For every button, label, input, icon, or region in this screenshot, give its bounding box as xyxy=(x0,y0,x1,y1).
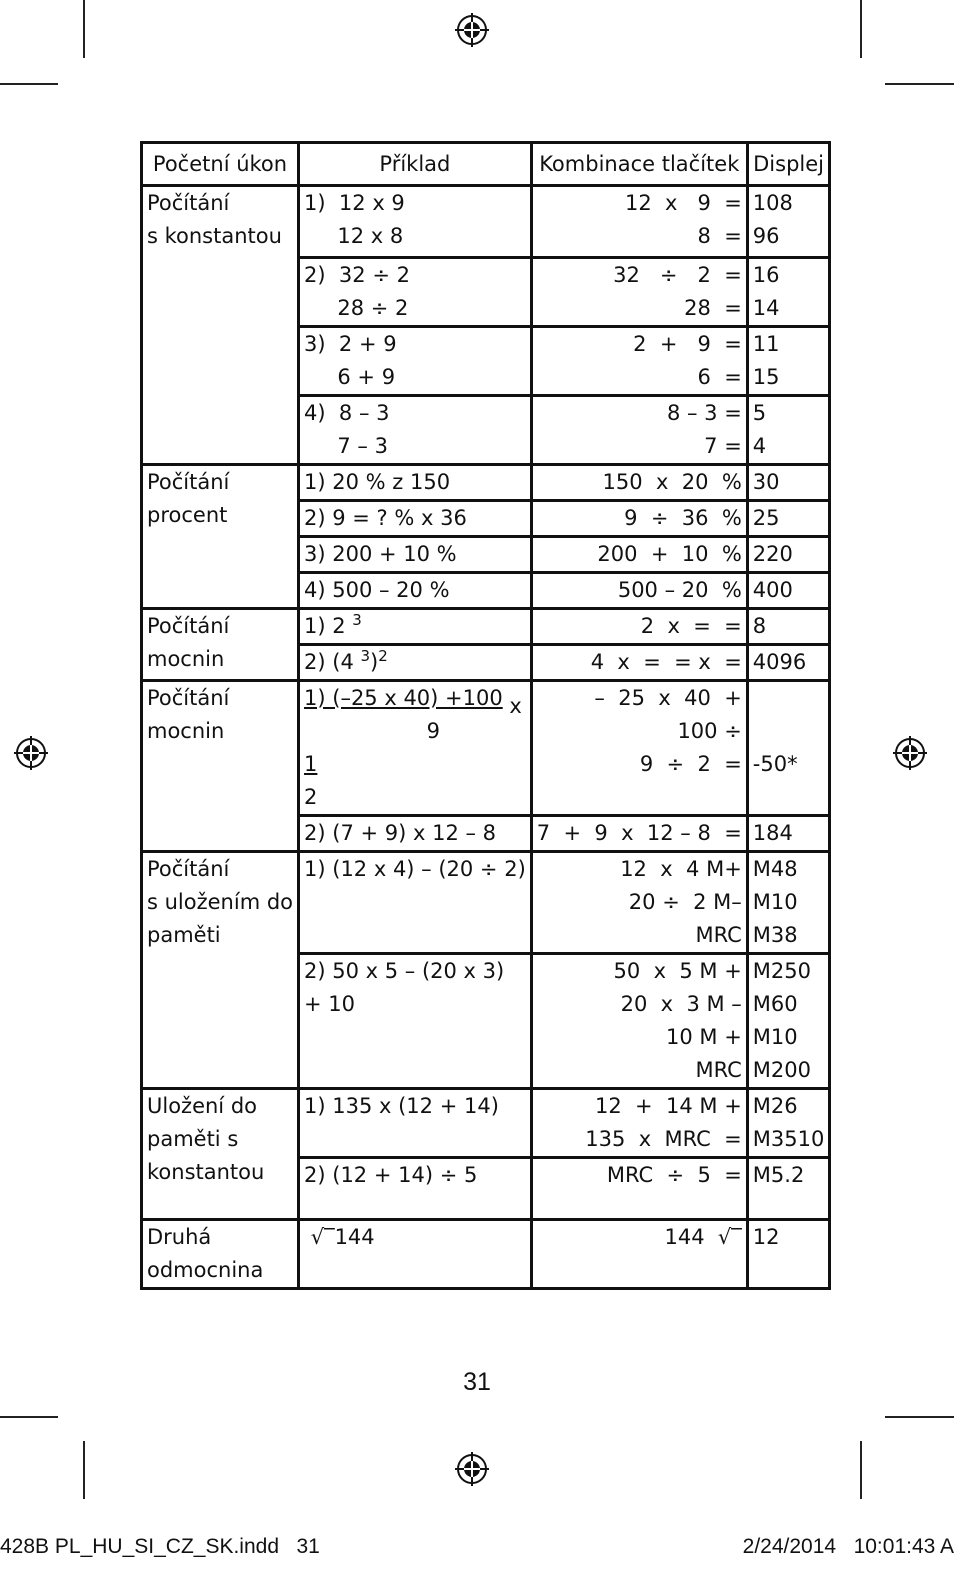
display-cell xyxy=(747,954,830,1089)
operation-label: Počítání xyxy=(147,614,230,638)
crop-mark xyxy=(83,0,85,58)
example-cell xyxy=(299,258,532,327)
example-line: + 10 xyxy=(304,992,356,1016)
display-value: 4 xyxy=(752,434,767,458)
example-line: 2) (12 + 14) ÷ 5 xyxy=(304,1163,478,1187)
display-cell xyxy=(747,1089,830,1158)
example-cell xyxy=(299,609,532,645)
display-value: M10 xyxy=(752,1025,798,1049)
operation-label: Počítání xyxy=(147,857,230,881)
keys-line: 9 ÷ 36 % xyxy=(624,506,742,530)
example-line: 3) 2 + 9 xyxy=(304,332,397,356)
display-value: 16 xyxy=(752,263,780,287)
example-line: 4) 500 – 20 % xyxy=(304,578,450,602)
display-value: 96 xyxy=(752,224,780,248)
display-value: 11 xyxy=(752,332,780,356)
keys-line: MRC xyxy=(695,1058,742,1082)
keys-line: 12 + 14 M + xyxy=(594,1094,742,1118)
keys-line: MRC xyxy=(695,923,742,947)
keys-line: 32 ÷ 2 = xyxy=(613,263,742,287)
display-cell xyxy=(747,327,830,396)
display-value: M200 xyxy=(752,1058,811,1082)
example-cell xyxy=(299,852,532,954)
crop-mark xyxy=(83,1441,85,1499)
example-line: 1) 12 x 9 xyxy=(304,191,405,215)
display-value: 400 xyxy=(752,578,793,602)
display-value: 25 xyxy=(752,506,780,530)
slug-file-info: 428B PL_HU_SI_CZ_SK.indd 31 xyxy=(0,1535,320,1558)
table-row xyxy=(142,1089,830,1158)
example-cell xyxy=(299,327,532,396)
display-cell xyxy=(747,681,830,816)
display-cell xyxy=(747,258,830,327)
example-cell xyxy=(299,396,532,465)
table-header-row xyxy=(142,143,830,186)
keys-line: 8 – 3 = xyxy=(666,401,742,425)
table-row xyxy=(142,852,830,954)
operation-label: s konstantou xyxy=(147,224,282,248)
operation-label: paměti s xyxy=(147,1127,239,1151)
operation-label: odmocnina xyxy=(147,1258,264,1282)
operation-label: Druhá xyxy=(147,1225,212,1249)
example-line: 1) (12 x 4) – (20 ÷ 2) xyxy=(304,857,526,881)
registration-mark-icon xyxy=(893,736,927,770)
display-value: M250 xyxy=(752,959,811,983)
registration-mark-icon xyxy=(14,736,48,770)
table-row xyxy=(142,465,830,501)
crop-mark xyxy=(885,1416,954,1418)
keys-cell xyxy=(531,327,747,396)
keys-cell xyxy=(531,501,747,537)
slug-timestamp: 2/24/2014 10:01:43 A xyxy=(742,1535,954,1558)
page-number: 31 xyxy=(463,1368,491,1396)
display-cell xyxy=(747,465,830,501)
exponent: 2 xyxy=(378,647,388,665)
column-header-keys: Kombinace tlačítek xyxy=(531,143,747,186)
display-value: 108 xyxy=(752,191,793,215)
display-value: M26 xyxy=(752,1094,798,1118)
keys-cell xyxy=(531,537,747,573)
keys-line: 28 = xyxy=(684,296,742,320)
display-value: M38 xyxy=(752,923,798,947)
example-line: 1) 20 % z 150 xyxy=(304,470,451,494)
display-value: 5 xyxy=(752,401,767,425)
operation-cell xyxy=(142,1089,299,1220)
example-cell xyxy=(299,186,532,258)
keys-cell xyxy=(531,1220,747,1289)
keys-cell xyxy=(531,186,747,258)
keys-cell xyxy=(531,645,747,681)
operation-label: Počítání xyxy=(147,191,230,215)
display-cell xyxy=(747,609,830,645)
fraction-numerator: 1) (–25 x 40) +100 xyxy=(304,686,503,710)
display-value: M3510 xyxy=(752,1127,825,1151)
display-value: 8 xyxy=(752,614,767,638)
table-row xyxy=(142,1220,830,1289)
display-cell xyxy=(747,816,830,852)
example-cell xyxy=(299,465,532,501)
example-line: √‾144 xyxy=(304,1225,375,1249)
display-value: 220 xyxy=(752,542,793,566)
column-header-operation: Početní úkon xyxy=(142,143,299,186)
keys-line: 12 x 9 = xyxy=(624,191,742,215)
display-value: M5.2 xyxy=(752,1163,805,1187)
fraction-denominator: 2 xyxy=(304,785,318,809)
registration-mark-icon xyxy=(455,1452,489,1486)
example-line: 4) 8 – 3 xyxy=(304,401,390,425)
keys-line: 8 = xyxy=(697,224,742,248)
example-cell xyxy=(299,537,532,573)
example-base: 2) (4 xyxy=(304,650,354,674)
exponent: 3 xyxy=(352,611,362,629)
table-row xyxy=(142,609,830,645)
display-value: M60 xyxy=(752,992,798,1016)
example-cell xyxy=(299,1220,532,1289)
display-cell xyxy=(747,1220,830,1289)
display-value: 12 xyxy=(752,1225,780,1249)
keys-line: 200 + 10 % xyxy=(597,542,742,566)
keys-line: 50 x 5 M + xyxy=(613,959,742,983)
example-line: 28 ÷ 2 xyxy=(304,296,409,320)
operation-cell xyxy=(142,852,299,1089)
keys-line: 2 x = = xyxy=(640,614,742,638)
example-line: 3) 200 + 10 % xyxy=(304,542,457,566)
fraction-numerator: 1 xyxy=(304,752,318,776)
keys-cell xyxy=(531,258,747,327)
display-value: 4096 xyxy=(752,650,807,674)
keys-line: 500 – 20 % xyxy=(617,578,742,602)
display-cell xyxy=(747,396,830,465)
display-value: -50* xyxy=(752,752,798,776)
operation-label: procent xyxy=(147,503,228,527)
example-cell xyxy=(299,681,532,816)
example-line: 7 – 3 xyxy=(304,434,388,458)
multiply-sign: x xyxy=(509,694,522,718)
display-value: M10 xyxy=(752,890,798,914)
keys-line: MRC ÷ 5 = xyxy=(606,1163,742,1187)
crop-mark xyxy=(0,1416,58,1418)
keys-cell xyxy=(531,1089,747,1158)
keys-cell xyxy=(531,954,747,1089)
example-paren: ) xyxy=(370,650,379,674)
example-line: 12 x 8 xyxy=(304,224,404,248)
keys-line: 144 √‾ xyxy=(664,1225,742,1249)
crop-mark xyxy=(885,83,954,85)
operation-cell xyxy=(142,609,299,681)
keys-line: 100 ÷ xyxy=(677,719,742,743)
keys-line: 10 M + xyxy=(666,1025,742,1049)
keys-line: 20 x 3 M – xyxy=(620,992,742,1016)
display-cell xyxy=(747,645,830,681)
keys-cell xyxy=(531,465,747,501)
operation-label: paměti xyxy=(147,923,221,947)
display-value: 14 xyxy=(752,296,780,320)
operation-label: Počítání xyxy=(147,470,230,494)
example-line: 2) (7 + 9) x 12 – 8 xyxy=(304,821,497,845)
keys-line: 150 x 20 % xyxy=(602,470,742,494)
keys-line: 7 + 9 x 12 – 8 = xyxy=(536,821,742,845)
display-value xyxy=(753,715,825,748)
example-cell xyxy=(299,573,532,609)
keys-line: 20 ÷ 2 M– xyxy=(628,890,742,914)
keys-line: – 25 x 40 + xyxy=(594,686,742,710)
display-cell xyxy=(747,1158,830,1220)
example-line: 2) 50 x 5 – (20 x 3) xyxy=(304,959,505,983)
operation-label: Uložení do xyxy=(147,1094,257,1118)
registration-mark-icon xyxy=(455,13,489,47)
fraction xyxy=(304,748,317,814)
keys-line: 135 x MRC = xyxy=(585,1127,742,1151)
fraction xyxy=(304,682,503,748)
operation-cell xyxy=(142,681,299,852)
operation-cell xyxy=(142,1220,299,1289)
example-cell xyxy=(299,1089,532,1158)
display-value: 184 xyxy=(752,821,793,845)
display-value: M48 xyxy=(752,857,798,881)
column-header-display: Displej xyxy=(747,143,830,186)
fraction-denominator: 9 xyxy=(426,719,441,743)
operation-label: mocnin xyxy=(147,719,225,743)
operation-label: mocnin xyxy=(147,647,225,671)
crop-mark xyxy=(860,0,862,58)
example-base: 1) 2 xyxy=(304,614,346,638)
keys-line: 7 = xyxy=(704,434,742,458)
operation-label: s uložením do xyxy=(147,890,294,914)
example-cell xyxy=(299,645,532,681)
exponent: 3 xyxy=(360,647,371,665)
keys-cell xyxy=(531,1158,747,1220)
crop-mark xyxy=(0,83,58,85)
display-cell xyxy=(747,852,830,954)
example-cell xyxy=(299,816,532,852)
keys-cell xyxy=(531,609,747,645)
keys-cell xyxy=(531,816,747,852)
keys-cell xyxy=(531,396,747,465)
display-value: 30 xyxy=(752,470,780,494)
table-row xyxy=(142,681,830,816)
keys-cell xyxy=(531,681,747,816)
example-line: 6 + 9 xyxy=(304,365,396,389)
operation-label: Počítání xyxy=(147,686,230,710)
example-cell xyxy=(299,1158,532,1220)
example-cell xyxy=(299,501,532,537)
keys-line: 12 x 4 M+ xyxy=(620,857,742,881)
display-cell xyxy=(747,501,830,537)
display-cell xyxy=(747,573,830,609)
display-cell xyxy=(747,537,830,573)
display-value: 15 xyxy=(752,365,780,389)
crop-mark xyxy=(860,1441,862,1499)
example-line: 2) 9 = ? % x 36 xyxy=(304,506,467,530)
operation-label: konstantou xyxy=(147,1160,265,1184)
example-line: 1) 135 x (12 + 14) xyxy=(304,1094,499,1118)
table-row xyxy=(142,186,830,258)
operation-cell xyxy=(142,186,299,465)
calculator-examples-table xyxy=(140,141,831,1290)
keys-cell xyxy=(531,573,747,609)
example-cell xyxy=(299,954,532,1089)
example-line: 2) 32 ÷ 2 xyxy=(304,263,410,287)
display-cell xyxy=(747,186,830,258)
operation-cell xyxy=(142,465,299,609)
column-header-example: Příklad xyxy=(299,143,532,186)
keys-line: 6 = xyxy=(697,365,742,389)
display-value xyxy=(753,682,825,715)
keys-line: 9 ÷ 2 = xyxy=(639,752,742,776)
keys-cell xyxy=(531,852,747,954)
keys-line: 4 x = = x = xyxy=(590,650,742,674)
keys-line: 2 + 9 = xyxy=(633,332,742,356)
